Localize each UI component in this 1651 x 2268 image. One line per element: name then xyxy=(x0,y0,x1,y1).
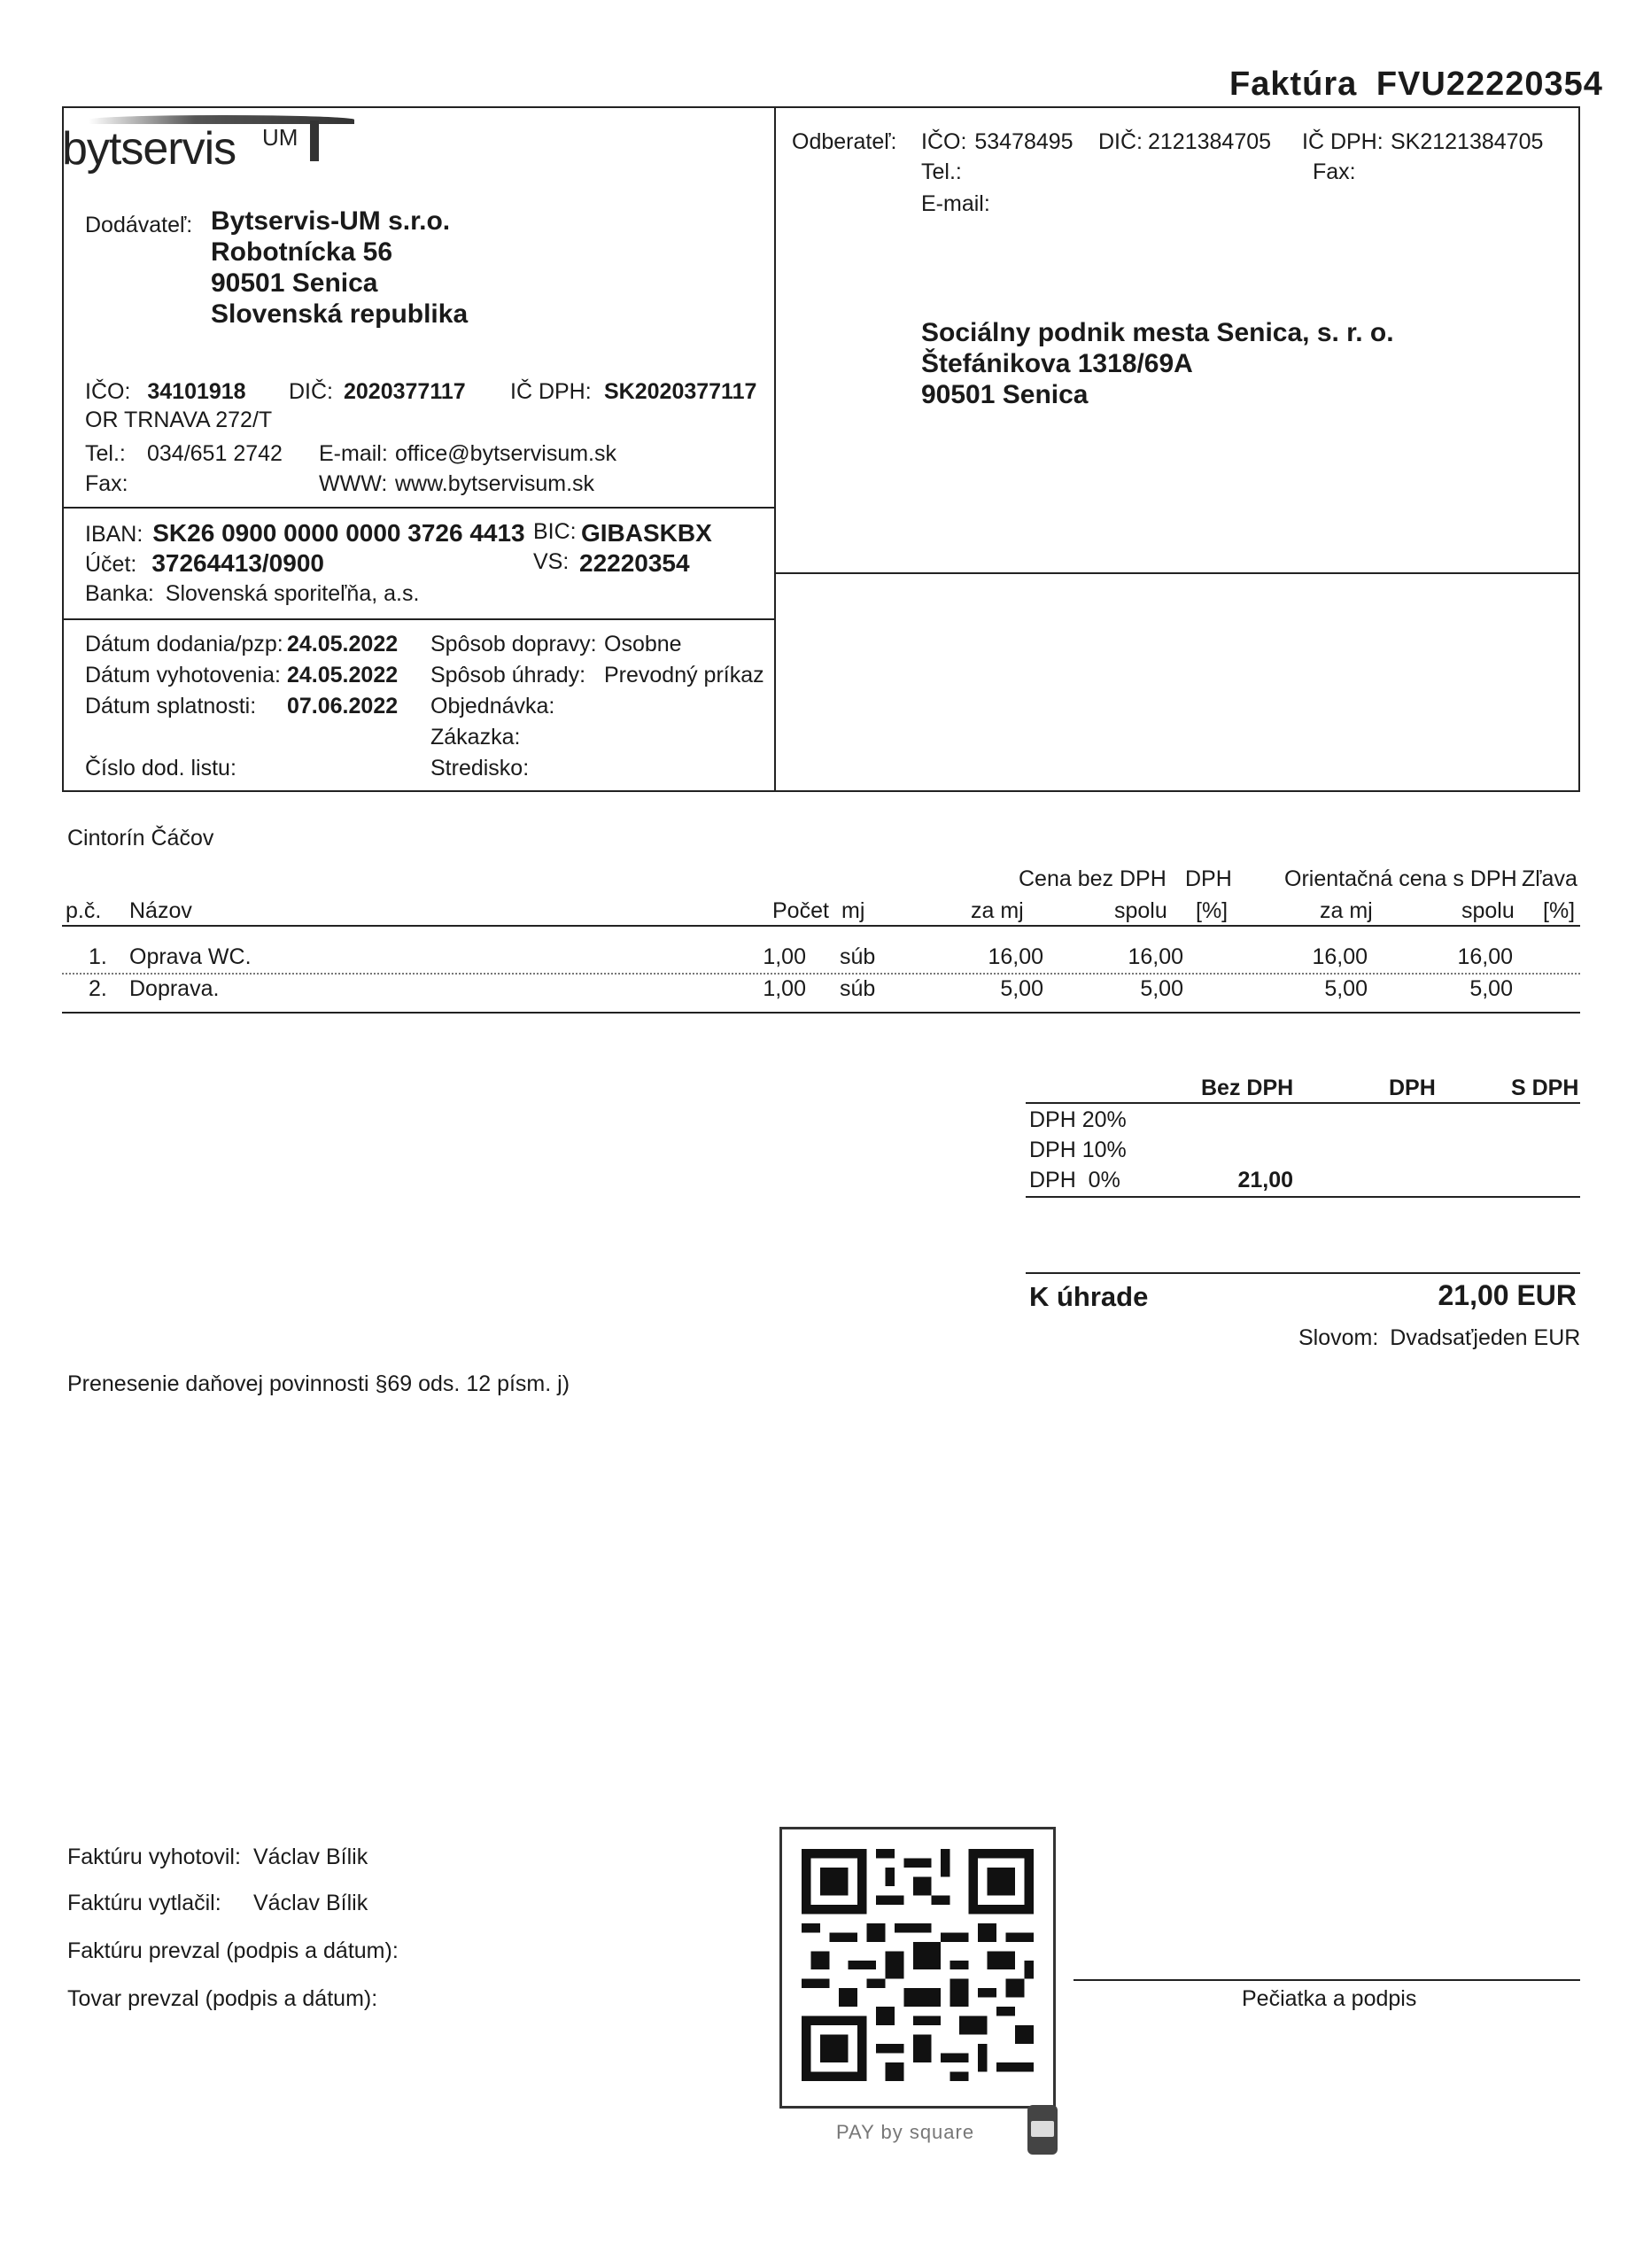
iban-label: IBAN: xyxy=(85,522,143,547)
row-orient-unit: 5,00 xyxy=(1324,976,1368,1001)
bank-name: Slovenská sporiteľňa, a.s. xyxy=(165,581,420,606)
supplier-country: Slovenská republika xyxy=(211,299,469,329)
supplier-www[interactable]: www.bytservisum.sk xyxy=(395,471,595,496)
customer-tel-label: Tel.: xyxy=(921,159,962,184)
header-unit: mj xyxy=(841,898,865,923)
customer-dic: 2121384705 xyxy=(1148,129,1272,154)
invoice-number: FVU22220354 xyxy=(1376,66,1603,103)
issue-date: 24.05.2022 xyxy=(287,663,399,687)
received-invoice-label: Faktúru prevzal (podpis a dátum): xyxy=(67,1938,399,1963)
summary-col-total: S DPH xyxy=(1511,1076,1579,1100)
supplier-ico: 34101918 xyxy=(147,379,246,404)
row-pc: 2. xyxy=(89,976,107,1001)
header-vat-pct: [%] xyxy=(1196,898,1229,923)
delivery-date: 24.05.2022 xyxy=(287,632,399,656)
customer-icdph-label: IČ DPH: xyxy=(1302,129,1384,154)
header-group-discount: Zľava xyxy=(1522,866,1577,891)
supplier-dic-label: DIČ: xyxy=(289,379,333,404)
transport: Osobne xyxy=(604,632,682,656)
payment-label: Spôsob úhrady: xyxy=(430,663,586,687)
customer-name: Sociálny podnik mesta Senica, s. r. o. xyxy=(921,318,1394,347)
printed-by: Václav Bílik xyxy=(253,1891,368,1915)
bic-label: BIC: xyxy=(533,519,577,544)
account: 37264413/0900 xyxy=(151,549,324,577)
due-top-line xyxy=(1026,1272,1580,1274)
supplier-ico-label: IČO: xyxy=(85,379,131,404)
due-row xyxy=(85,691,776,722)
supplier-city: 90501 Senica xyxy=(211,268,378,298)
customer-street: Štefánikova 1318/69A xyxy=(921,349,1193,378)
contract-row xyxy=(85,722,776,753)
header-orient-unit: za mj xyxy=(1320,898,1373,923)
row-pc: 1. xyxy=(89,944,107,969)
summary-col-base: Bez DPH xyxy=(1201,1076,1294,1100)
qr-pattern xyxy=(802,1849,1034,2081)
bank-label: Banka: xyxy=(85,581,154,606)
customer-email-label: E-mail: xyxy=(921,191,990,216)
customer-ico-label: IČO: xyxy=(921,129,967,154)
supplier-www-label: WWW: xyxy=(319,471,388,496)
card-icon xyxy=(1027,2105,1058,2155)
bank-iban-row xyxy=(85,519,776,548)
summary-bottom-line xyxy=(1026,1196,1580,1198)
iban: SK26 0900 0000 0000 3726 4413 xyxy=(152,519,525,547)
customer-dic-label: DIČ: xyxy=(1098,129,1143,154)
items-header xyxy=(62,866,1580,928)
row-name: Doprava. xyxy=(129,976,220,1001)
delivery-label: Dátum dodania/pzp: xyxy=(85,632,283,656)
due-date: 07.06.2022 xyxy=(287,694,399,718)
logo-bar xyxy=(310,120,319,161)
customer-address xyxy=(921,317,1394,410)
due-label: Dátum splatnosti: xyxy=(85,694,257,718)
printed-row xyxy=(67,1891,368,1916)
customer-label: Odberateľ: xyxy=(792,129,897,154)
supplier-label: Dodávateľ: xyxy=(85,213,193,237)
logo-sup: UM xyxy=(262,124,298,151)
words-label: Slovom: xyxy=(1298,1325,1379,1350)
header-price-total: spolu xyxy=(1114,898,1167,923)
table-row xyxy=(62,976,1580,1005)
row-unit: súb xyxy=(840,944,876,969)
row-separator xyxy=(62,973,1580,975)
payment-qr-code xyxy=(779,1827,1056,2109)
customer-icdph: SK2121384705 xyxy=(1391,129,1544,154)
header-group-orient: Orientačná cena s DPH xyxy=(1284,866,1517,891)
issue-row xyxy=(85,660,776,691)
pay-by-square-label: PAY by square xyxy=(836,2121,975,2143)
supplier-icdph-label: IČ DPH: xyxy=(510,379,592,404)
invoice-subject: Cintorín Čáčov xyxy=(67,826,214,850)
row-price-total: 5,00 xyxy=(1140,976,1183,1001)
row-unit: súb xyxy=(840,976,876,1001)
received-goods-label: Tovar prevzal (podpis a dátum): xyxy=(67,1986,378,2011)
row-qty: 1,00 xyxy=(763,944,806,969)
card-icon-inner xyxy=(1031,2121,1054,2137)
summary-col-vat: DPH xyxy=(1389,1076,1436,1100)
frame-top xyxy=(62,106,1580,108)
supplier-email[interactable]: office@bytservisum.sk xyxy=(395,441,616,466)
header-qty: Počet xyxy=(772,898,829,923)
due-label: K úhrade xyxy=(1029,1281,1149,1312)
row-name: Oprava WC. xyxy=(129,944,252,969)
supplier-register: OR TRNAVA 272/T xyxy=(85,408,273,432)
supplier-icdph: SK2020377117 xyxy=(604,379,757,404)
supplier-bank-divider xyxy=(62,507,776,509)
header-pc: p.č. xyxy=(66,898,102,923)
vs-label: VS: xyxy=(533,549,570,574)
customer-ico: 53478495 xyxy=(974,129,1074,154)
center-label: Stredisko: xyxy=(430,756,530,781)
words: Dvadsaťjeden EUR xyxy=(1390,1325,1581,1350)
table-row xyxy=(62,944,1580,973)
items-header-line xyxy=(62,925,1580,927)
contract-label: Zákazka: xyxy=(430,725,521,750)
bank-name-row xyxy=(85,581,419,607)
stamp-line xyxy=(1074,1979,1580,1981)
header-name: Názov xyxy=(129,898,192,923)
dates-block xyxy=(85,629,776,788)
supplier-tel-label: Tel.: xyxy=(85,441,126,466)
account-label: Účet: xyxy=(85,552,137,577)
customer-fax-label: Fax: xyxy=(1313,159,1356,184)
frame-bottom xyxy=(62,790,1580,792)
header-group-vat: DPH xyxy=(1185,866,1232,891)
bank-account-row xyxy=(85,549,776,578)
order-label: Objednávka: xyxy=(430,694,555,718)
issued-label: Faktúru vyhotovil: xyxy=(67,1845,241,1869)
supplier-street: Robotnícka 56 xyxy=(211,237,393,267)
summary-header-line xyxy=(1026,1102,1580,1104)
row-orient-total: 16,00 xyxy=(1457,944,1513,969)
items-bottom-line xyxy=(62,1012,1580,1014)
supplier-email-label: E-mail: xyxy=(319,441,388,466)
supplier-fax-label: Fax: xyxy=(85,471,128,496)
header-price-unit: za mj xyxy=(971,898,1024,923)
bic: GIBASKBX xyxy=(581,519,712,547)
header-orient-total: spolu xyxy=(1461,898,1515,923)
invoice-title xyxy=(1229,66,1603,104)
supplier-fax-row xyxy=(85,471,776,497)
logo-text: bytservis xyxy=(62,123,236,175)
issued-row xyxy=(67,1845,368,1870)
frame-left xyxy=(62,106,64,792)
issue-label: Dátum vyhotovenia: xyxy=(85,663,281,687)
tax-note: Prenesenie daňovej povinnosti §69 ods. 12 písm. j) xyxy=(67,1371,570,1396)
bank-dates-divider xyxy=(62,618,776,620)
delivery-row xyxy=(85,629,776,660)
summary-row-10: DPH 10% xyxy=(1029,1138,1127,1162)
supplier-name: Bytservis-UM s.r.o. xyxy=(211,206,451,236)
frame-right xyxy=(1578,106,1580,792)
summary-row-0: DPH 0% xyxy=(1029,1168,1120,1192)
row-price-unit: 16,00 xyxy=(988,944,1043,969)
summary-row-20: DPH 20% xyxy=(1029,1107,1127,1132)
transport-label: Spôsob dopravy: xyxy=(430,632,597,656)
supplier-ico-row xyxy=(85,379,776,405)
row-orient-total: 5,00 xyxy=(1469,976,1513,1001)
payment: Prevodný príkaz xyxy=(604,663,764,687)
customer-city: 90501 Senica xyxy=(921,380,1089,409)
supplier-address xyxy=(211,206,468,330)
customer-ids-row xyxy=(921,129,1577,155)
delivery-note-row xyxy=(85,753,776,784)
issued-by: Václav Bílik xyxy=(253,1845,368,1869)
row-price-unit: 5,00 xyxy=(1000,976,1043,1001)
row-orient-unit: 16,00 xyxy=(1312,944,1368,969)
amount-in-words xyxy=(1298,1325,1580,1351)
row-qty: 1,00 xyxy=(763,976,806,1001)
header-discount-pct: [%] xyxy=(1543,898,1576,923)
invoice-title-word: Faktúra xyxy=(1229,66,1358,103)
summary-base-0: 21,00 xyxy=(1237,1168,1293,1192)
stamp-label: Pečiatka a podpis xyxy=(1242,1986,1417,2011)
header-group-price: Cena bez DPH xyxy=(1019,866,1167,891)
printed-label: Faktúru vytlačil: xyxy=(67,1891,221,1915)
customer-divider xyxy=(774,572,1580,574)
vs: 22220354 xyxy=(579,549,690,577)
due-amount: 21,00 EUR xyxy=(1438,1279,1577,1311)
supplier-tel-row xyxy=(85,441,776,467)
delivery-note-label: Číslo dod. listu: xyxy=(85,756,236,781)
row-price-total: 16,00 xyxy=(1128,944,1183,969)
supplier-tel: 034/651 2742 xyxy=(147,441,283,466)
supplier-dic: 2020377117 xyxy=(344,379,466,404)
